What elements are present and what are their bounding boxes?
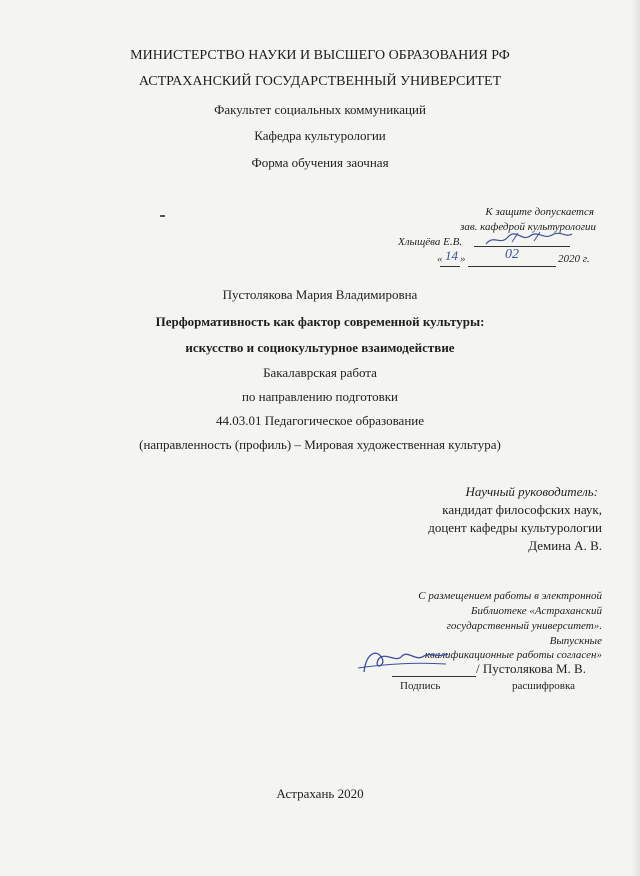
supervisor-degree: кандидат философских наук, bbox=[442, 502, 602, 517]
approval-line-2: зав. кафедрой культурологии bbox=[460, 221, 596, 233]
approval-signature-mark bbox=[482, 228, 574, 250]
ministry-heading: МИНИСТЕРСТВО НАУКИ И ВЫСШЕГО ОБРАЗОВАНИЯ РФ bbox=[130, 48, 510, 63]
signature-decoding: / Пустолякова М. В. bbox=[476, 661, 586, 676]
author-signature-mark bbox=[356, 644, 452, 678]
direction-label: по направлению подготовки bbox=[241, 389, 399, 404]
city-year: Астрахань 2020 bbox=[276, 786, 364, 801]
scan-edge-shadow bbox=[632, 0, 640, 876]
date-open-quote: « bbox=[437, 253, 443, 265]
consent-line-2: Библиотеке «Астраханский bbox=[471, 605, 602, 617]
decoding-caption: расшифровка bbox=[512, 680, 576, 692]
consent-line-4: Выпускные bbox=[549, 635, 602, 647]
author-name: Пустолякова Мария Владимировна bbox=[222, 287, 418, 302]
scan-speck bbox=[160, 215, 165, 217]
supervisor-name: Демина А. В. bbox=[528, 538, 602, 553]
approval-line-1: К защите допускается bbox=[485, 206, 594, 218]
work-type: Бакалаврская работа bbox=[263, 365, 377, 380]
consent-line-5: квалификационные работы согласен» bbox=[424, 649, 602, 661]
signature-caption: Подпись bbox=[400, 680, 441, 692]
thesis-title-line-2: искусство и социокультурное взаимодействие bbox=[185, 340, 455, 355]
direction-code: 44.03.01 Педагогическое образование bbox=[215, 413, 425, 428]
date-mid-quote: » bbox=[460, 253, 466, 265]
direction-profile: (направленность (профиль) – Мировая художественная культура) bbox=[139, 437, 501, 452]
date-year: 2020 г. bbox=[558, 253, 590, 265]
faculty-label: Факультет социальных коммуникаций bbox=[214, 102, 426, 117]
consent-line-3: государственный университет». bbox=[446, 620, 602, 632]
author-signature-line bbox=[392, 676, 476, 677]
date-month: 02 bbox=[505, 247, 519, 262]
study-form-label: Форма обучения заочная bbox=[251, 155, 389, 170]
consent-line-1: С размещением работы в электронной bbox=[418, 590, 602, 602]
date-day: 14 bbox=[445, 248, 458, 263]
date-day-line bbox=[440, 266, 460, 267]
university-heading: АСТРАХАНСКИЙ ГОСУДАРСТВЕННЫЙ УНИВЕРСИТЕТ bbox=[138, 74, 502, 89]
thesis-title-line-1: Перформативность как фактор современной культуры: bbox=[155, 314, 485, 329]
approval-head-name: Хлыщёва Е.В. bbox=[398, 236, 463, 248]
date-month-line bbox=[468, 266, 556, 267]
supervisor-label: Научный руководитель: bbox=[465, 484, 598, 499]
supervisor-position: доцент кафедры культурологии bbox=[428, 520, 602, 535]
department-label: Кафедра культурологии bbox=[254, 128, 386, 143]
